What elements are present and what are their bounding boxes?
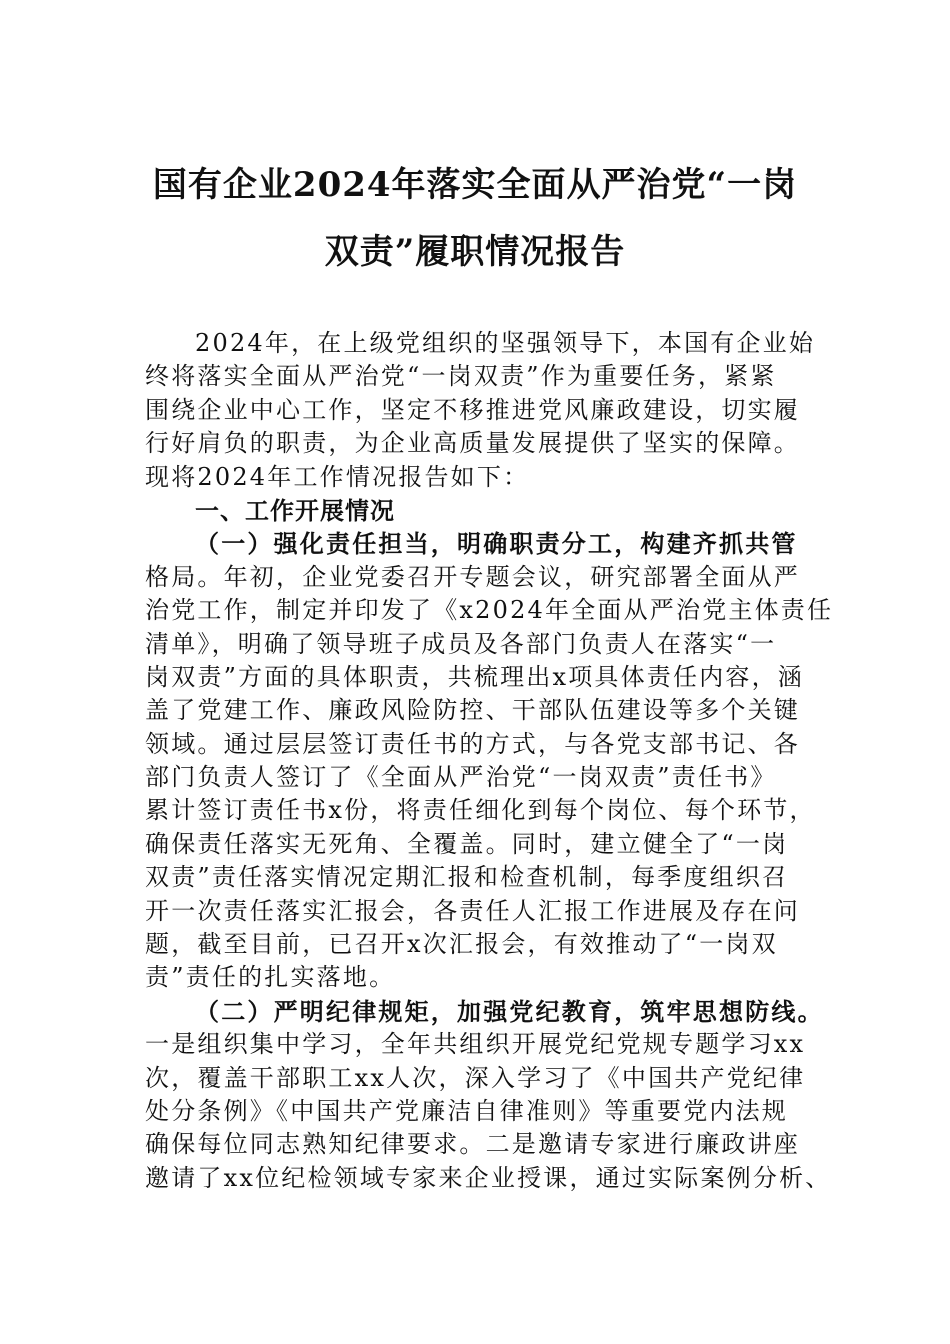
text-line: 邀请了xx位纪检领域专家来企业授课，通过实际案例分析、 xyxy=(145,1163,832,1192)
text-line: 2024年，在上级党组织的坚强领导下，本国有企业始 xyxy=(195,329,816,357)
text-line: 处分条例》《中国共产党廉洁自律准则》等重要党内法规 xyxy=(145,1096,788,1125)
text-line: 累计签订责任书x份，将责任细化到每个岗位、每个环节， xyxy=(145,796,816,825)
text-line: 题，截至目前，已召开x次汇报会，有效推动了“一岗双 xyxy=(145,930,778,959)
paragraph-2 xyxy=(145,995,835,1195)
document-body xyxy=(145,327,835,1195)
text-line: 领域。通过层层签订责任书的方式，与各党支部书记、各 xyxy=(145,729,800,758)
paragraph-1 xyxy=(145,527,835,994)
text-line: 开一次责任落实汇报会，各责任人汇报工作进展及存在问 xyxy=(145,896,800,925)
text-line: 岗双责”方面的具体职责，共梳理出x项具体责任内容，涵 xyxy=(145,662,805,691)
text-line: 责”责任的扎实落地。 xyxy=(145,963,396,992)
text-line: 确保责任落实无死角、全覆盖。同时，建立健全了“一岗 xyxy=(145,829,789,858)
text-line: 部门负责人签订了《全面从严治党“一岗双责”责任书》 xyxy=(145,763,777,792)
text-line: 行好肩负的职责，为企业高质量发展提供了坚实的保障。 xyxy=(145,429,800,458)
document-title-line-2: 双责”履职情况报告 xyxy=(324,232,626,272)
text-line: 围绕企业中心工作，坚定不移推进党风廉政建设，切实履 xyxy=(145,395,800,424)
text-line: 一是组织集中学习，全年共组织开展党纪党规专题学习xx xyxy=(145,1030,806,1059)
text-line: 次，覆盖干部职工xx人次，深入学习了《中国共产党纪律 xyxy=(145,1063,806,1092)
text-line: 清单》，明确了领导班子成员及各部门负责人在落实“一 xyxy=(145,629,777,658)
section-heading: 一、工作开展情况 xyxy=(195,495,395,525)
text-line: 盖了党建工作、廉政风险防控、干部队伍建设等多个关键 xyxy=(145,696,800,725)
text-line: 治党工作，制定并印发了《x2024年全面从严治党主体责任 xyxy=(145,596,834,625)
intro-paragraph xyxy=(145,327,835,494)
document-title-line-1: 国有企业2024年落实全面从严治党“一岗 xyxy=(152,165,798,205)
text-line: 终将落实全面从严治党“一岗双责”作为重要任务，紧紧 xyxy=(145,362,777,391)
paragraph-lead: （二）严明纪律规矩，加强党纪教育，筑牢思想防线。 xyxy=(195,996,824,1026)
text-line: 双责”责任落实情况定期汇报和检查机制，每季度组织召 xyxy=(145,863,789,892)
text-line: 格局。年初，企业党委召开专题会议，研究部署全面从严 xyxy=(145,562,800,591)
text-line: 确保每位同志熟知纪律要求。二是邀请专家进行廉政讲座 xyxy=(145,1130,800,1159)
paragraph-lead: （一）强化责任担当，明确职责分工，构建齐抓共管 xyxy=(195,529,798,559)
text-line: 现将2024年工作情况报告如下： xyxy=(145,462,530,491)
